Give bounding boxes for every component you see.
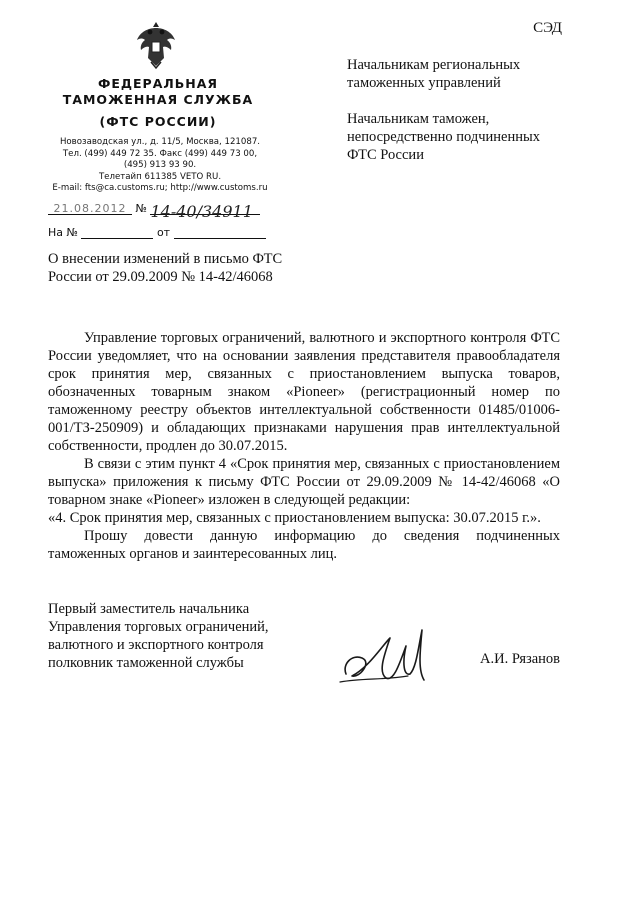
registration-number-handwritten: 14-40/34911 (150, 202, 253, 221)
reference-number-label: На № (48, 226, 78, 239)
body-paragraph: Прошу довести данную информацию до сведения подчиненных таможенных органов и заинтересованных лиц. (48, 528, 560, 562)
org-name-line-2: ТАМОЖЕННАЯ СЛУЖБА (62, 92, 254, 107)
handwritten-signature (338, 616, 438, 690)
reference-date-label: от (156, 226, 171, 239)
letter-subject (48, 250, 282, 286)
registration-date-stamp: 21.08.2012 (53, 202, 127, 215)
subject-line: О внесении изменений в письмо ФТС (48, 251, 283, 267)
addressee-line: Начальникам таможен, (347, 111, 490, 127)
org-name-line-1: ФЕДЕРАЛЬНАЯ (97, 76, 219, 91)
letter-body (48, 329, 560, 563)
addressee-regional (347, 56, 520, 92)
position-line: Первый заместитель начальника (48, 601, 250, 617)
coat-of-arms-emblem (134, 18, 178, 70)
addressee-customs (347, 110, 540, 164)
reference-date-field (174, 226, 266, 239)
org-short-name: (ФТС РОССИИ) (99, 114, 217, 129)
addressee-line: Начальникам региональных (347, 57, 521, 73)
position-line: Управления торговых ограничений, (48, 619, 269, 635)
organization-name (38, 76, 278, 130)
body-paragraph: В связи с этим пункт 4 «Срок принятия мер, связанных с приостановлением выпуска» приложения к письму ФТС России от 29.09.2009 № 14-42/46068 «О товарном знаке «Pioneer» изложен в следующей редакции: (48, 456, 560, 508)
position-line: валютного и экспортного контроля (48, 637, 264, 653)
signatory-name: А.И. Рязанов (480, 651, 561, 667)
registration-date-field (48, 202, 132, 215)
contact-line: (495) 913 93 90. (123, 160, 197, 170)
contact-line: Новозаводская ул., д. 11/5, Москва, 121087. (59, 137, 261, 147)
body-paragraph: Управление торговых ограничений, валютного и экспортного контроля ФТС России уведомляет, что на основании заявления представителя правообладателя срок принятия мер, связанных с приостановлением выпуска товаров, обозначенных товарным знаком «Pioneer» (регистрационный номер по таможенному реестру объектов интеллектуальной собственности 01485/01006-001/ТЗ-250909) и обладающих признаками нарушения прав интеллектуальной собственности, продлен до 30.07.2015. (48, 330, 560, 454)
reference-number-field (81, 226, 153, 239)
signatory-position (48, 600, 269, 672)
contact-line: Телетайп 611385 VETO RU. (98, 171, 222, 182)
addressee-line: непосредственно подчиненных (347, 129, 540, 145)
addressee-line: ФТС России (347, 147, 424, 163)
contact-line: E-mail: fts@ca.customs.ru; http://www.customs.ru (52, 183, 268, 193)
registration-number-label: № (135, 202, 147, 215)
reference-line (48, 226, 266, 239)
registration-line (48, 202, 260, 221)
addressee-line: таможенных управлений (347, 75, 501, 91)
position-line: полковник таможенной службы (48, 655, 244, 671)
contact-line: Тел. (499) 449 72 35. Факс (499) 449 73 00, (62, 148, 258, 159)
registration-number-field (150, 202, 260, 221)
document-system-label: СЭД (533, 20, 562, 36)
organization-contacts (45, 137, 275, 195)
subject-line: России от 29.09.2009 № 14-42/46068 (48, 269, 273, 285)
body-quoted-amendment: «4. Срок принятия мер, связанных с приостановлением выпуска: 30.07.2015 г.». (48, 510, 541, 526)
